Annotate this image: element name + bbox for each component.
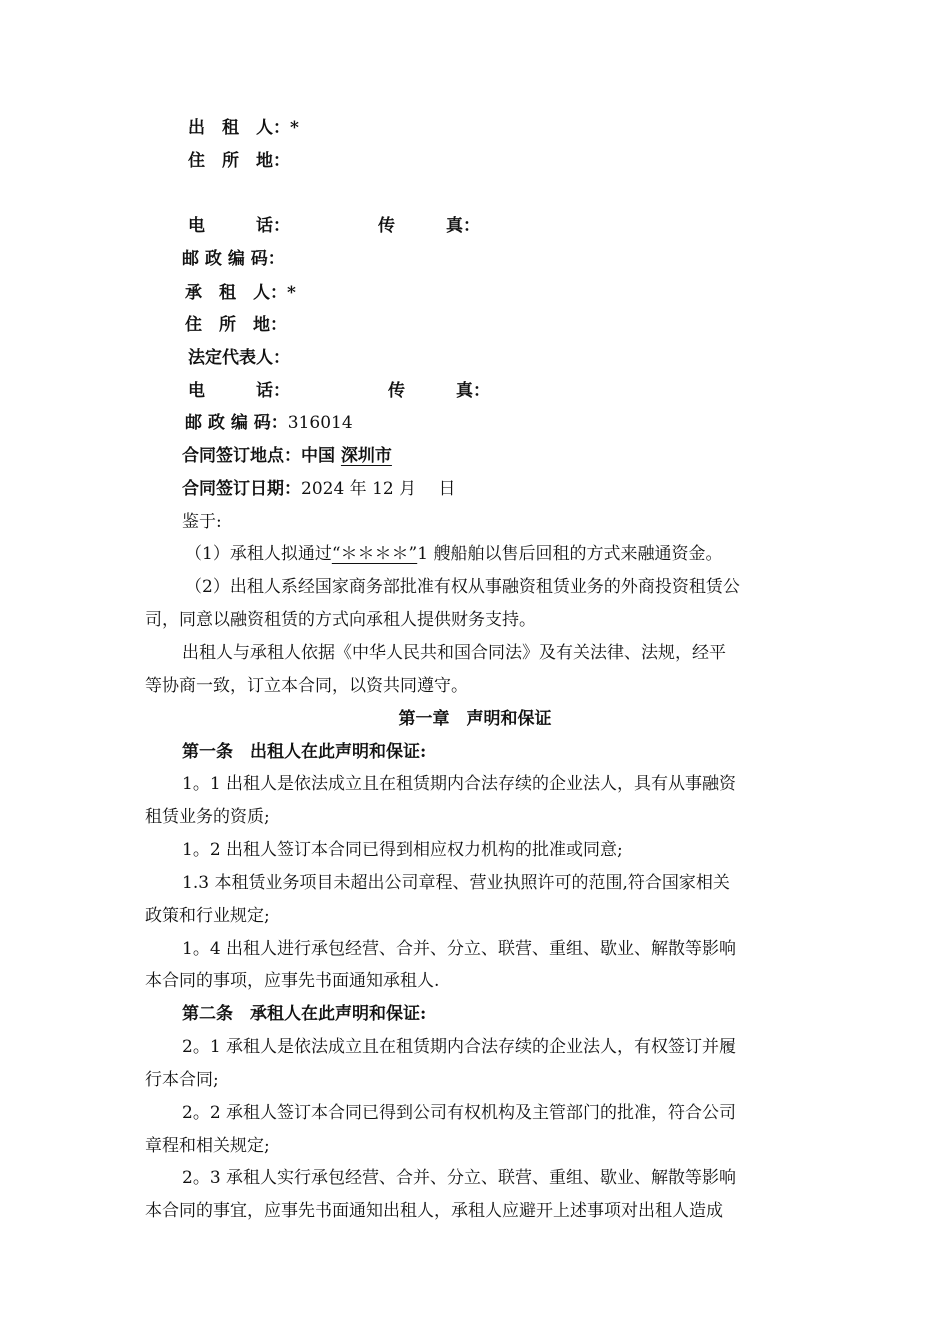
whereas-item-2-line1: （2）出租人系经国家商务部批准有权从事融资租赁业务的外商投资租赁公 — [185, 577, 740, 597]
whereas-basis-line1: 出租人与承租人依据《中华人民共和国合同法》及有关法律、法规，经平 — [182, 643, 726, 663]
signing-date-value: 2024 年 12 月 日 — [301, 479, 456, 499]
article-1-clause-1-line2: 租赁业务的资质; — [145, 807, 270, 827]
article-1-clause-1-line1: 1。1 出租人是依法成立且在租赁期内合法存续的企业法人，具有从事融资 — [182, 774, 737, 794]
lessee-fax-label: 传 真： — [388, 381, 490, 401]
article-1-clause-2: 1。2 出租人签订本合同已得到相应权力机构的批准或同意; — [182, 840, 623, 860]
lessor-name-row — [188, 116, 299, 140]
lessor-address-label: 住 所 地： — [188, 151, 290, 171]
article-1-clause-4-line1: 1。4 出租人进行承包经营、合并、分立、联营、重组、歇业、解散等影响 — [182, 939, 737, 959]
lessee-postcode-row — [185, 411, 353, 435]
article-2-clause-1-line2: 行本合同; — [145, 1070, 219, 1090]
lessor-fax-label: 传 真： — [378, 216, 480, 236]
article-1-title: 第一条 出租人在此声明和保证: — [182, 742, 427, 762]
lessee-address-label: 住 所 地： — [185, 315, 287, 335]
chapter-1-title: 第一章 声明和保证 — [398, 709, 552, 729]
lessee-postcode-value: 316014 — [287, 413, 353, 433]
whereas-item-2-line2: 司，同意以融资租赁的方式向承租人提供财务支持。 — [145, 610, 536, 630]
lessor-postcode-label: 邮 政 编 码： — [182, 249, 285, 269]
whereas-item-1-prefix: （1）承租人拟通过 — [185, 544, 332, 564]
article-2-title: 第二条 承租人在此声明和保证: — [182, 1004, 427, 1024]
whereas-item-1 — [185, 542, 722, 566]
lessee-phone-label: 电 话： — [188, 381, 290, 401]
article-2-clause-2-line1: 2。2 承租人签订本合同已得到公司有权机构及主管部门的批准，符合公司 — [182, 1103, 737, 1123]
article-2-clause-3-line2: 本合同的事宜，应事先书面通知出租人，承租人应避开上述事项对出租人造成 — [145, 1201, 723, 1221]
signing-date-label: 合同签订日期： — [182, 479, 301, 499]
article-1-clause-3-line2: 政策和行业规定; — [145, 906, 270, 926]
article-2-clause-3-line1: 2。3 承租人实行承包经营、合并、分立、联营、重组、歇业、解散等影响 — [182, 1168, 737, 1188]
lessor-name-value: * — [290, 118, 299, 138]
signing-place-country: 中国 — [301, 446, 335, 466]
signing-place-label: 合同签订地点： — [182, 446, 301, 466]
lessee-name-label: 承 租 人： — [185, 283, 287, 303]
signing-place-city: 深圳市 — [340, 446, 392, 466]
lessee-legal-rep-label: 法定代表人： — [188, 348, 290, 368]
whereas-title: 鉴于: — [182, 512, 222, 532]
signing-date-row — [182, 477, 456, 501]
lessee-postcode-label: 邮 政 编 码： — [185, 413, 288, 433]
lessee-name-row — [185, 281, 296, 305]
whereas-item-1-suffix: 1 艘船舶以售后回租的方式来融通资金。 — [417, 544, 723, 564]
article-2-clause-2-line2: 章程和相关规定; — [145, 1136, 270, 1156]
whereas-item-1-ship: “＊＊＊＊” — [331, 544, 418, 564]
whereas-basis-line2: 等协商一致，订立本合同，以资共同遵守。 — [145, 676, 468, 696]
article-1-clause-3-line1: 1.3 本租赁业务项目未超出公司章程、营业执照许可的范围,符合国家相关 — [182, 873, 730, 893]
lessee-name-value: * — [287, 283, 296, 303]
article-1-clause-4-line2: 本合同的事项，应事先书面通知承租人. — [145, 971, 440, 991]
article-2-clause-1-line1: 2。1 承租人是依法成立且在租赁期内合法存续的企业法人，有权签订并履 — [182, 1037, 737, 1057]
lessor-name-label: 出 租 人： — [188, 118, 290, 138]
signing-place-row — [182, 444, 392, 468]
lessor-phone-label: 电 话： — [188, 216, 290, 236]
